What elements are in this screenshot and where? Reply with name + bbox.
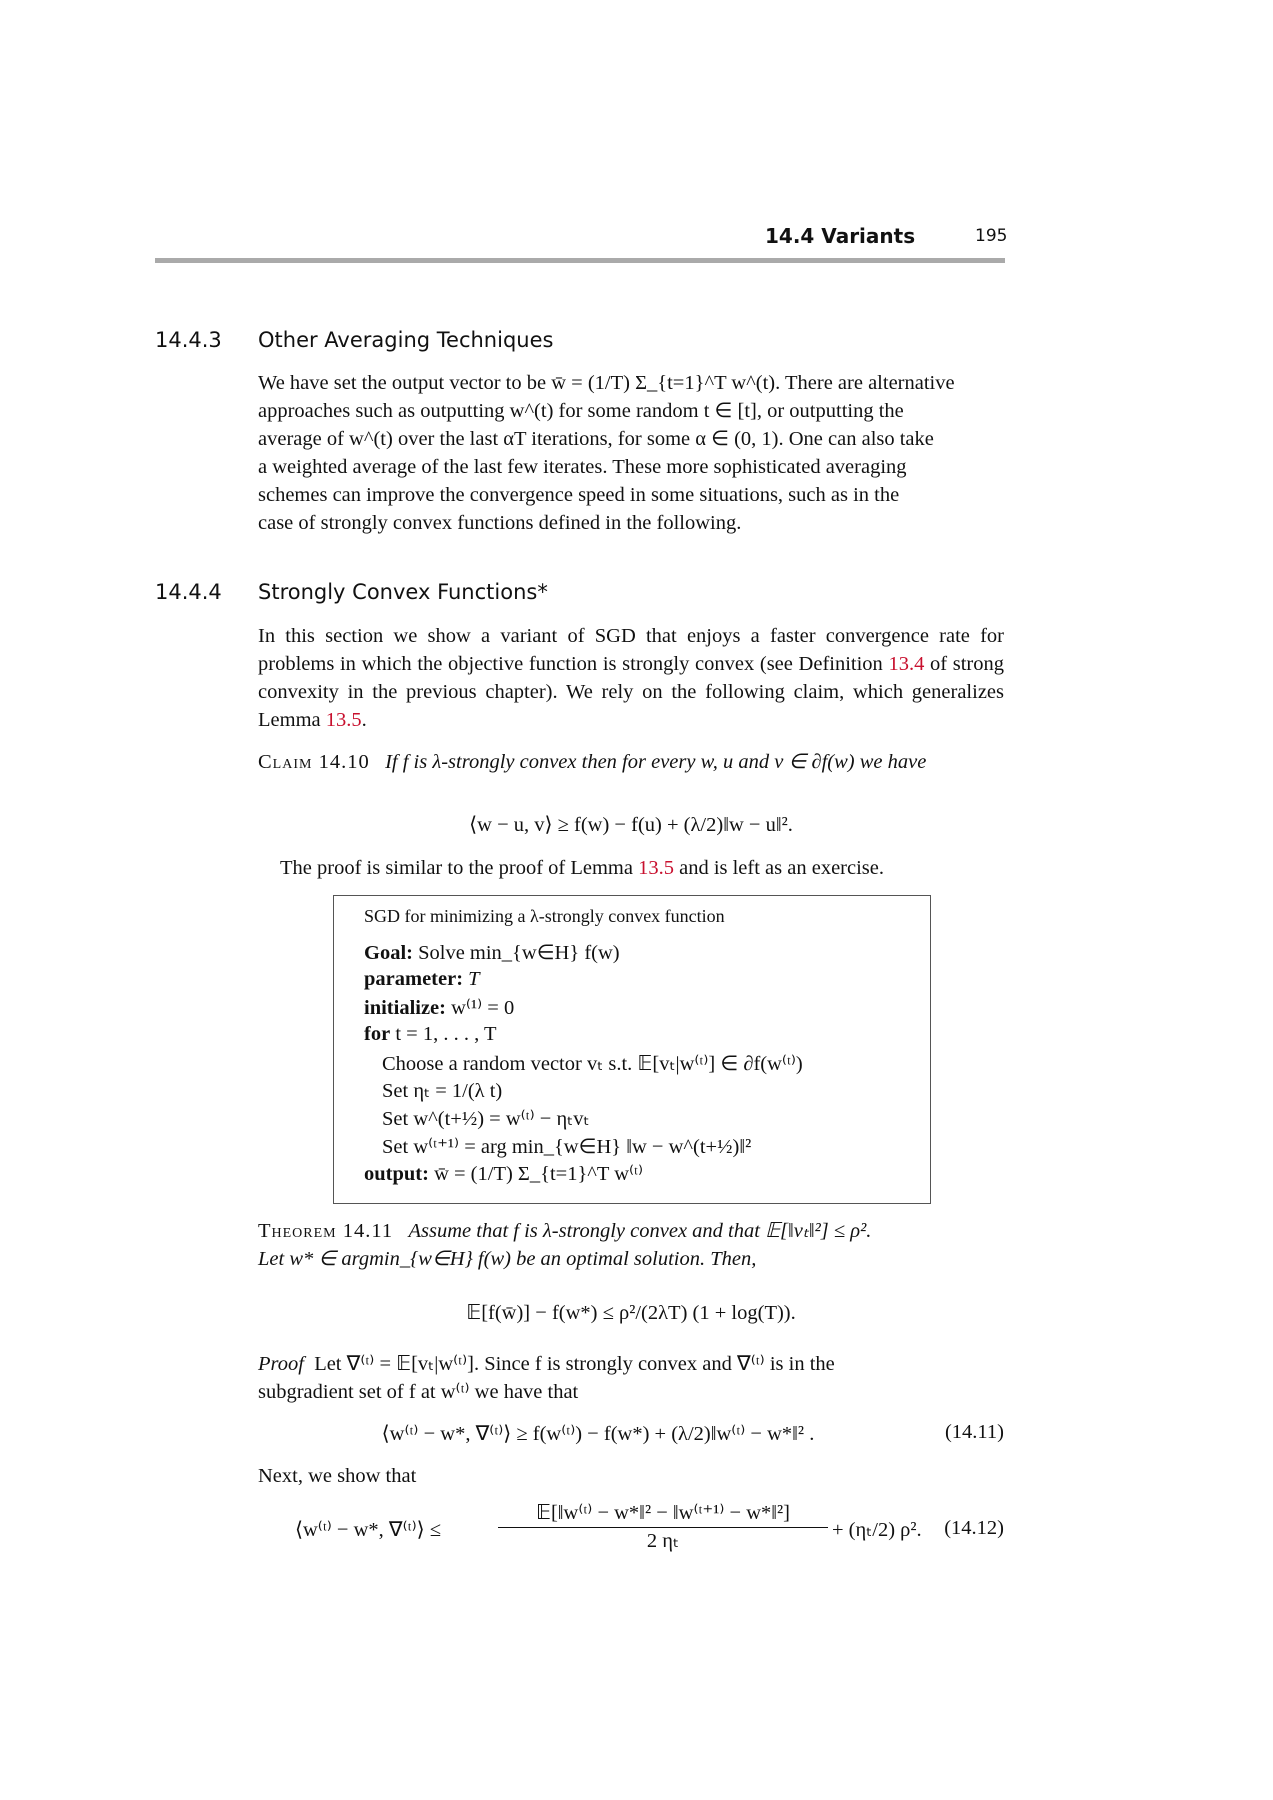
algorithm-line: Choose a random vector vₜ s.t. 𝔼[vₜ|w⁽ᵗ⁾] ∈ ∂f(w⁽ᵗ⁾) [382,1053,803,1075]
proof-text: Let ∇⁽ᵗ⁾ = 𝔼[vₜ|w⁽ᵗ⁾]. Since f is strongly convex and ∇⁽ᵗ⁾ is in the [314,1353,835,1375]
proof-text: subgradient set of f at w⁽ᵗ⁾ we have that [258,1381,579,1403]
theorem-equation: 𝔼[f(w̄)] − f(w*) ≤ ρ²/(2λT) (1 + log(T)). [466,1302,796,1324]
text-line: We have set the output vector to be w̄ = (1/T) Σ_{t=1}^T w^(t). There are alternative [258,372,955,394]
claim-text: If f is λ-strongly convex then for every w, u and v ∈ ∂f(w) we have [385,751,927,773]
algorithm-box [333,895,931,1204]
paragraph-text: . [361,709,367,731]
algorithm-line [364,1023,496,1046]
text-line: approaches such as outputting w^(t) for some random t ∈ [t], or outputting the [258,400,904,422]
algorithm-title: SGD for minimizing a λ-strongly convex function [364,906,725,926]
paragraph-text: In this section we show a variant of SGD that enjoys a faster convergence rate for problems in which the objective function is strongly convex (see Definition [258,625,1004,675]
line-text: T [463,968,480,990]
algorithm-line: Set w⁽ᵗ⁺¹⁾ = arg min_{w∈H} ‖w − w^(t+½)‖² [382,1136,752,1158]
section-1444-body [258,622,1004,734]
proof [258,1350,1004,1406]
theorem-text: Let w* ∈ argmin_{w∈H} f(w) be an optimal solution. Then, [258,1248,757,1270]
equation-number: (14.11) [944,1421,1004,1443]
proof-text: The proof is similar to the proof of Lemma [280,857,639,879]
section-1443-body [258,369,1004,537]
section-title-1443: Other Averaging Techniques [258,328,554,352]
keyword: for [364,1023,391,1045]
algorithm-line: Set ηₜ = 1/(λ t) [382,1080,503,1102]
algorithm-line [364,968,480,991]
line-text: w̄ = (1/T) Σ_{t=1}^T w⁽ᵗ⁾ [428,1163,643,1185]
equation-14-12-rest: + (ηₜ/2) ρ². [832,1519,922,1541]
section-title-1444: Strongly Convex Functions* [258,580,548,604]
equation-14-12-lhs: ⟨w⁽ᵗ⁾ − w*, ∇⁽ᵗ⁾⟩ ≤ [295,1519,441,1541]
page-number: 195 [975,226,1008,246]
proof-text: Next, we show that [258,1465,417,1487]
claim-label: Claim 14.10 [258,751,370,773]
line-text: t = 1, . . . , T [390,1023,497,1045]
claim-proof [280,854,1004,882]
theorem-label: Theorem 14.11 [258,1220,394,1242]
header-rule [155,258,1005,263]
line-text: w⁽¹⁾ = 0 [445,997,515,1019]
section-number-1443: 14.4.3 [155,328,222,352]
section-number-1444: 14.4.4 [155,580,222,604]
keyword: output: [364,1163,429,1185]
equation-number: (14.12) [944,1517,1004,1539]
line-text: Solve min_{w∈H} f(w) [412,942,620,964]
algorithm-line: Set w^(t+½) = w⁽ᵗ⁾ − ηₜvₜ [382,1108,590,1130]
theorem-text: Assume that f is λ-strongly convex and that 𝔼[‖vₜ‖²] ≤ ρ². [408,1220,872,1242]
claim [258,748,1004,776]
text-line: case of strongly convex functions defined in the following. [258,512,742,534]
algorithm-line [364,995,514,1020]
equation-14-12-fraction [498,1500,828,1553]
lemma-link[interactable]: 13.5 [325,709,362,731]
algorithm-line [364,1161,643,1186]
theorem [258,1217,1004,1273]
proof-text: and is left as an exercise. [673,857,885,879]
text-line: a weighted average of the last few iterates. These more sophisticated averaging [258,456,907,478]
claim-equation: ⟨w − u, v⟩ ≥ f(w) − f(u) + (λ/2)‖w − u‖². [469,814,793,836]
text-line: average of w^(t) over the last αT iterations, for some α ∈ (0, 1). One can also take [258,428,934,450]
algorithm-line [364,940,620,965]
paragraph-text: of strong convexity in the previous chapter). We rely on the following claim, which generalizes Lemma [258,653,1004,731]
proof-label: Proof [258,1353,304,1375]
lemma-link[interactable]: 13.5 [638,857,674,879]
definition-link[interactable]: 13.4 [888,653,925,675]
keyword: parameter: [364,968,464,990]
text-line: schemes can improve the convergence speed in some situations, such as in the [258,484,900,506]
running-header-section: 14.4 Variants [765,224,916,248]
keyword: initialize: [364,997,446,1019]
fraction-denominator: 2 ηₜ [646,1530,680,1552]
equation-14-11: ⟨w⁽ᵗ⁾ − w*, ∇⁽ᵗ⁾⟩ ≥ f(w⁽ᵗ⁾) − f(w*) + (λ/2)‖w⁽ᵗ⁾ − w*‖² . [381,1423,815,1445]
keyword: Goal: [364,942,413,964]
fraction-numerator: 𝔼[‖w⁽ᵗ⁾ − w*‖² − ‖w⁽ᵗ⁺¹⁾ − w*‖²] [498,1500,828,1528]
